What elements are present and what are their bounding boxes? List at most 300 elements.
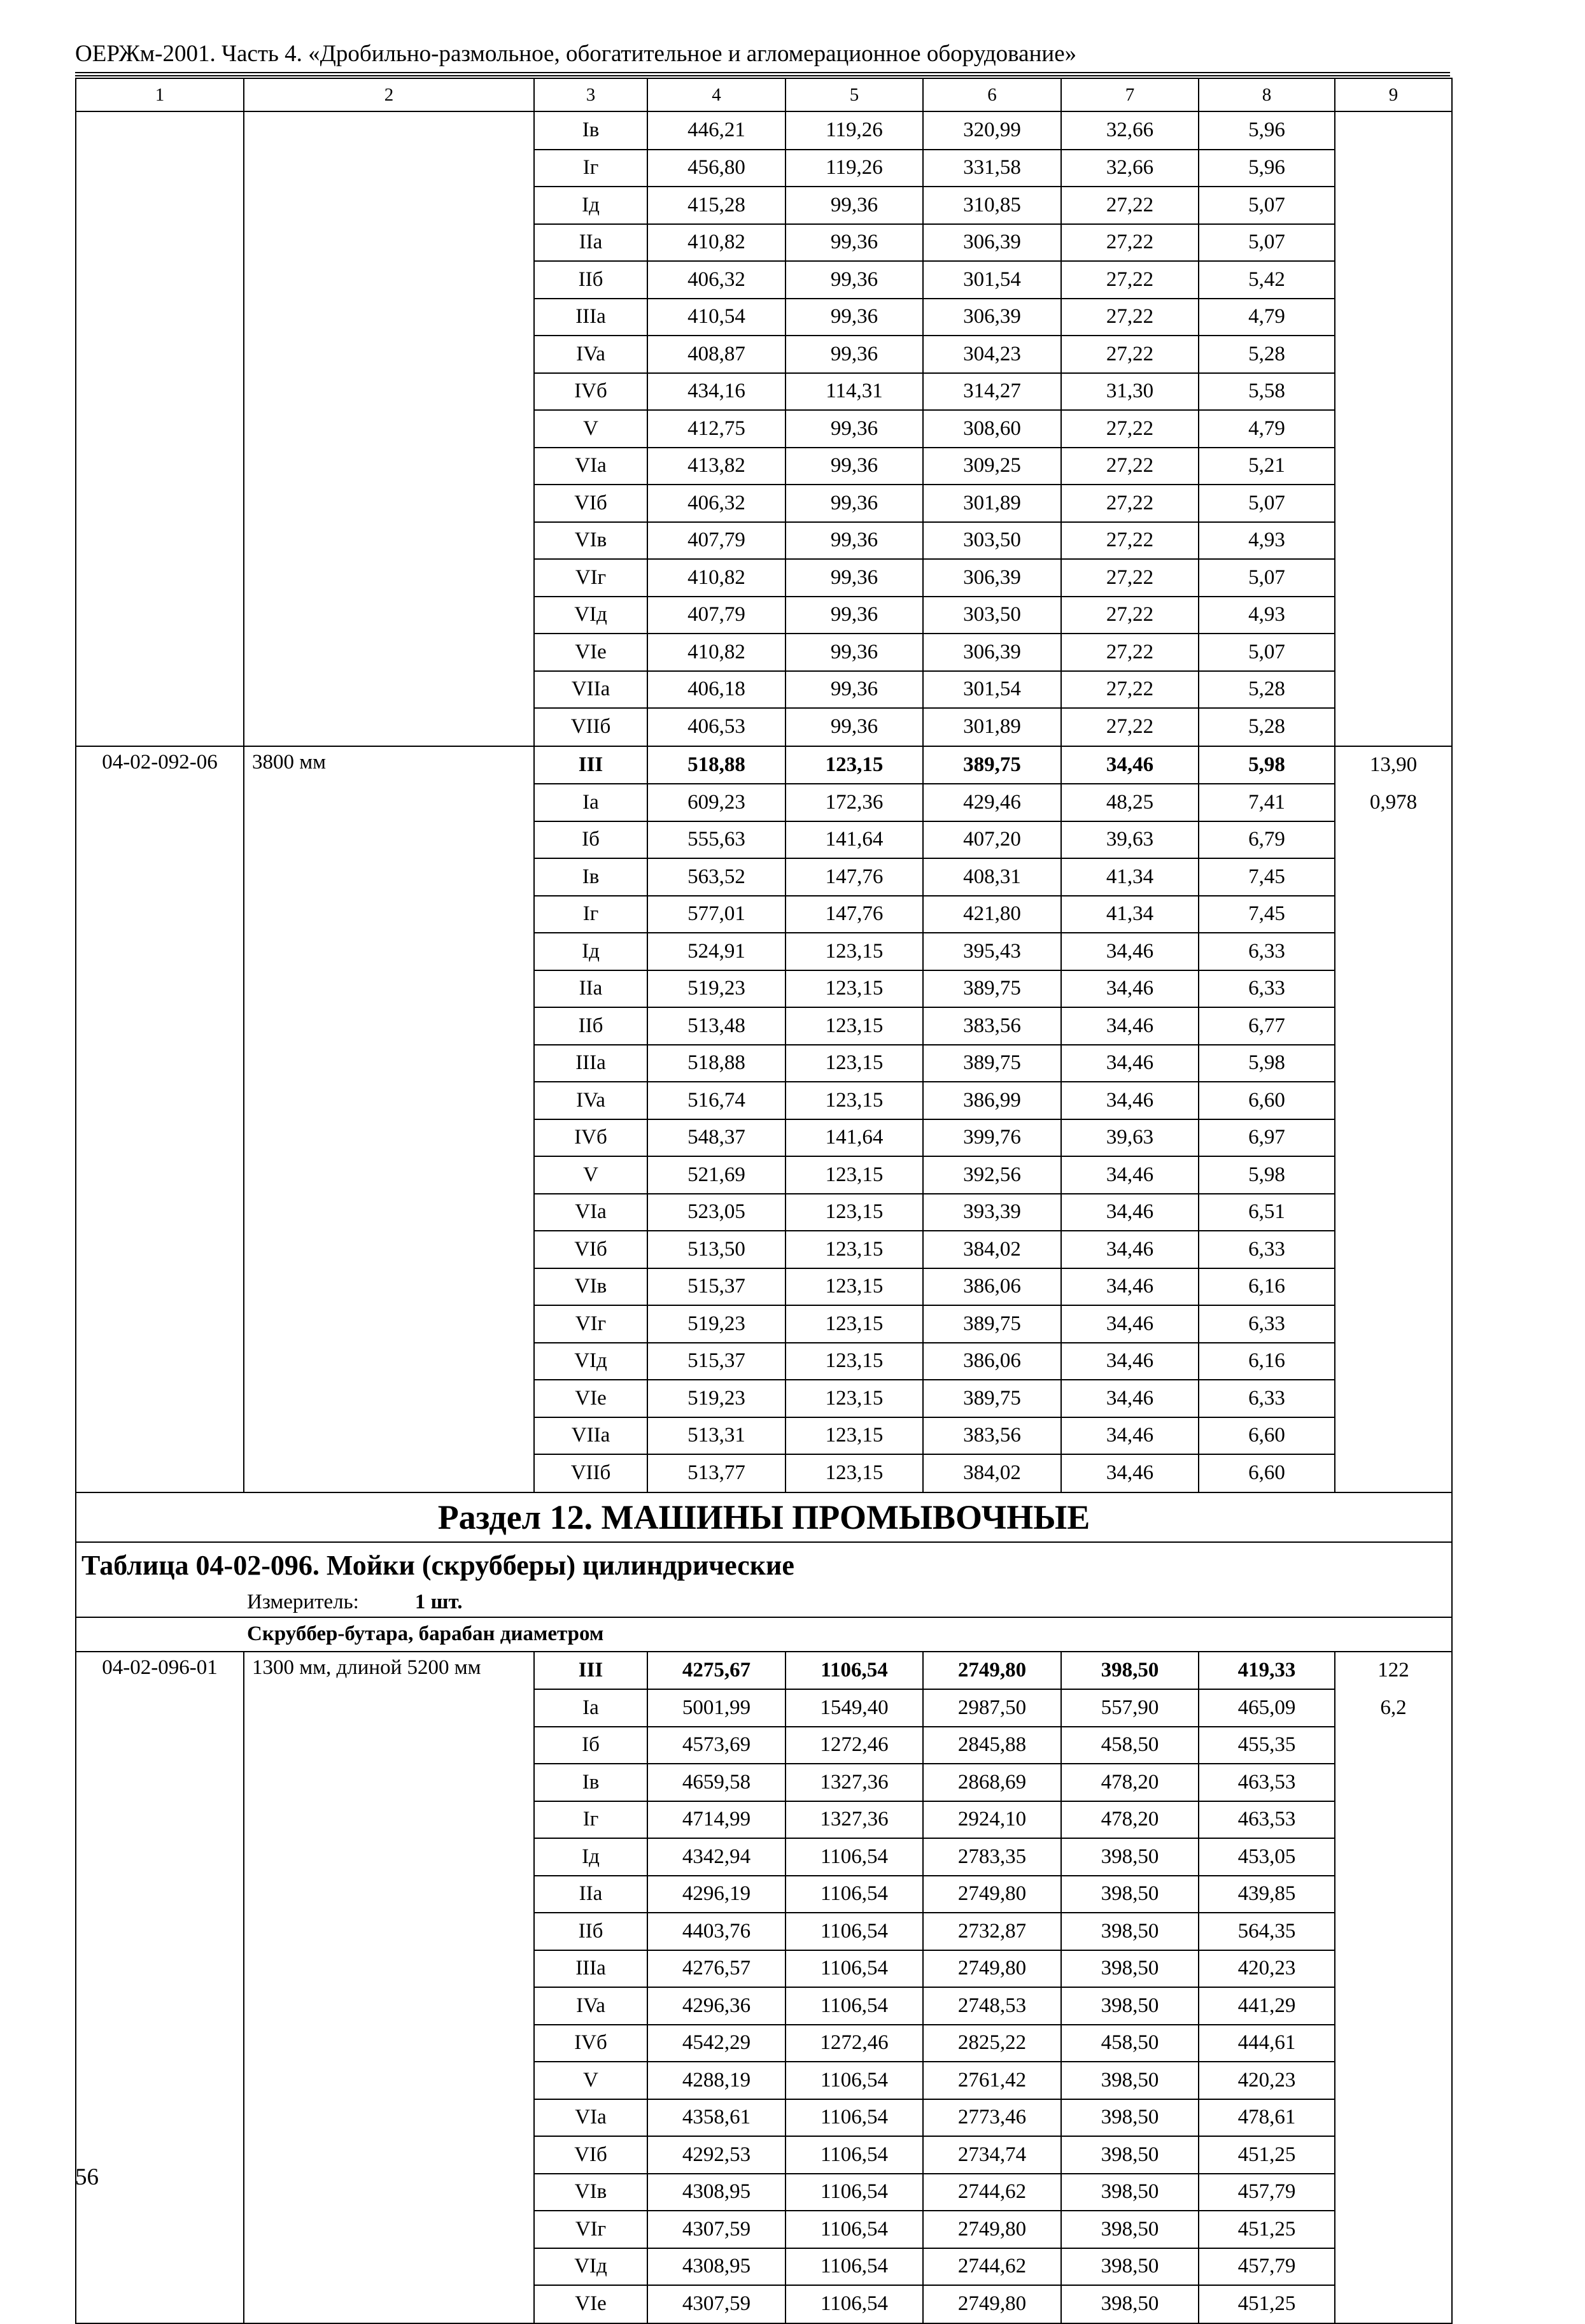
value-cell: 39,63 bbox=[1061, 1119, 1199, 1157]
value-cell: 420,23 bbox=[1199, 1950, 1335, 1988]
value-cell: 463,53 bbox=[1199, 1801, 1335, 1839]
norm-cell bbox=[1335, 1045, 1452, 1082]
code-cell: 04-02-092-06 bbox=[76, 746, 244, 784]
norm-cell bbox=[1335, 1231, 1452, 1268]
name-cell bbox=[244, 373, 534, 411]
value-cell: 2749,80 bbox=[923, 1950, 1061, 1988]
value-cell: 2924,10 bbox=[923, 1801, 1061, 1839]
value-cell: 398,50 bbox=[1061, 2248, 1199, 2286]
name-cell bbox=[244, 2025, 534, 2062]
value-cell: 4573,69 bbox=[647, 1727, 785, 1764]
value-cell: 457,79 bbox=[1199, 2248, 1335, 2286]
value-cell: 451,25 bbox=[1199, 2136, 1335, 2174]
value-cell: 1106,54 bbox=[785, 2136, 923, 2174]
value-cell: 389,75 bbox=[923, 1305, 1061, 1343]
zone-cell: VIб bbox=[534, 2136, 647, 2174]
value-cell: 393,39 bbox=[923, 1194, 1061, 1231]
zone-cell: III bbox=[534, 1652, 647, 1690]
value-cell: 34,46 bbox=[1061, 1194, 1199, 1231]
name-cell bbox=[244, 933, 534, 970]
name-cell bbox=[244, 1764, 534, 1801]
table-row bbox=[76, 1454, 1452, 1492]
value-cell: 34,46 bbox=[1061, 1305, 1199, 1343]
name-cell bbox=[244, 336, 534, 373]
value-cell: 478,61 bbox=[1199, 2099, 1335, 2137]
value-cell: 2773,46 bbox=[923, 2099, 1061, 2137]
code-cell bbox=[76, 224, 244, 262]
code-cell bbox=[76, 522, 244, 560]
value-cell: 6,60 bbox=[1199, 1417, 1335, 1455]
code-cell bbox=[76, 1913, 244, 1950]
value-cell: 1106,54 bbox=[785, 2248, 923, 2286]
code-cell bbox=[76, 671, 244, 709]
value-cell: 34,46 bbox=[1061, 1454, 1199, 1492]
value-cell: 306,39 bbox=[923, 224, 1061, 262]
code-cell bbox=[76, 1343, 244, 1380]
value-cell: 5,42 bbox=[1199, 261, 1335, 299]
value-cell: 458,50 bbox=[1061, 1727, 1199, 1764]
name-cell: 1300 мм, длиной 5200 мм bbox=[244, 1652, 534, 1690]
value-cell: 419,33 bbox=[1199, 1652, 1335, 1690]
value-cell: 395,43 bbox=[923, 933, 1061, 970]
name-cell bbox=[244, 1454, 534, 1492]
norm-cell bbox=[1335, 1838, 1452, 1876]
value-cell: 99,36 bbox=[785, 336, 923, 373]
zone-cell: VIд bbox=[534, 597, 647, 634]
table-row bbox=[76, 1119, 1452, 1157]
table-row bbox=[76, 1764, 1452, 1801]
value-cell: 513,31 bbox=[647, 1417, 785, 1455]
zone-cell: IIIa bbox=[534, 1045, 647, 1082]
value-cell: 99,36 bbox=[785, 410, 923, 448]
zone-cell: Iв bbox=[534, 111, 647, 150]
value-cell: 557,90 bbox=[1061, 1689, 1199, 1727]
value-cell: 123,15 bbox=[785, 1156, 923, 1194]
norm-cell: 6,2 bbox=[1335, 1689, 1452, 1727]
value-cell: 5001,99 bbox=[647, 1689, 785, 1727]
unit-cell bbox=[76, 1589, 1452, 1617]
code-cell bbox=[76, 373, 244, 411]
table-row bbox=[76, 1007, 1452, 1045]
zone-cell: V bbox=[534, 2062, 647, 2099]
value-cell: 1272,46 bbox=[785, 2025, 923, 2062]
value-cell: 7,45 bbox=[1199, 896, 1335, 933]
value-cell: 6,79 bbox=[1199, 821, 1335, 859]
table-row bbox=[76, 970, 1452, 1008]
code-cell bbox=[76, 1231, 244, 1268]
value-cell: 27,22 bbox=[1061, 522, 1199, 560]
zone-cell: Ia bbox=[534, 1689, 647, 1727]
table-row bbox=[76, 1305, 1452, 1343]
value-cell: 119,26 bbox=[785, 111, 923, 150]
unit-row bbox=[76, 1589, 1452, 1617]
value-cell: 141,64 bbox=[785, 1119, 923, 1157]
norm-cell bbox=[1335, 1343, 1452, 1380]
table-row bbox=[76, 1876, 1452, 1913]
name-cell bbox=[244, 1987, 534, 2025]
value-cell: 408,31 bbox=[923, 858, 1061, 896]
value-cell: 2987,50 bbox=[923, 1689, 1061, 1727]
name-cell bbox=[244, 2211, 534, 2248]
zone-cell: Ia bbox=[534, 784, 647, 821]
name-cell bbox=[244, 1380, 534, 1417]
value-cell: 4358,61 bbox=[647, 2099, 785, 2137]
norm-cell bbox=[1335, 485, 1452, 522]
section-row bbox=[76, 1492, 1452, 1542]
value-cell: 27,22 bbox=[1061, 336, 1199, 373]
value-cell: 2761,42 bbox=[923, 2062, 1061, 2099]
code-cell bbox=[76, 1007, 244, 1045]
value-cell: 2748,53 bbox=[923, 1987, 1061, 2025]
table-row bbox=[76, 522, 1452, 560]
value-cell: 513,48 bbox=[647, 1007, 785, 1045]
value-cell: 453,05 bbox=[1199, 1838, 1335, 1876]
zone-cell: IIб bbox=[534, 1913, 647, 1950]
column-number: 1 bbox=[76, 78, 244, 111]
zone-cell: VIa bbox=[534, 1194, 647, 1231]
zone-cell: IVa bbox=[534, 1987, 647, 2025]
norm-cell bbox=[1335, 1764, 1452, 1801]
norm-cell bbox=[1335, 858, 1452, 896]
name-cell bbox=[244, 1801, 534, 1839]
value-cell: 577,01 bbox=[647, 896, 785, 933]
table-row bbox=[76, 746, 1452, 784]
name-cell bbox=[244, 2174, 534, 2211]
value-cell: 5,98 bbox=[1199, 746, 1335, 784]
code-cell bbox=[76, 1764, 244, 1801]
value-cell: 1106,54 bbox=[785, 2174, 923, 2211]
norm-cell bbox=[1335, 522, 1452, 560]
value-cell: 34,46 bbox=[1061, 746, 1199, 784]
page-header-title: ОЕРЖм-2001. Часть 4. «Дробильно-размольное, обогатительное и агломерационное оборудование» bbox=[75, 41, 1077, 67]
value-cell: 386,06 bbox=[923, 1343, 1061, 1380]
value-cell: 1106,54 bbox=[785, 2285, 923, 2323]
value-cell: 6,33 bbox=[1199, 1231, 1335, 1268]
table-row bbox=[76, 485, 1452, 522]
value-cell: 4342,94 bbox=[647, 1838, 785, 1876]
value-cell: 6,33 bbox=[1199, 933, 1335, 970]
table-row bbox=[76, 708, 1452, 746]
value-cell: 2749,80 bbox=[923, 2285, 1061, 2323]
value-cell: 2749,80 bbox=[923, 1876, 1061, 1913]
zone-cell: VIв bbox=[534, 2174, 647, 2211]
unit-label: Измеритель: bbox=[247, 1591, 359, 1613]
value-cell: 34,46 bbox=[1061, 970, 1199, 1008]
value-cell: 386,06 bbox=[923, 1268, 1061, 1306]
code-cell bbox=[76, 261, 244, 299]
value-cell: 301,89 bbox=[923, 485, 1061, 522]
value-cell: 99,36 bbox=[785, 187, 923, 224]
value-cell: 4,93 bbox=[1199, 597, 1335, 634]
value-cell: 463,53 bbox=[1199, 1764, 1335, 1801]
value-cell: 6,51 bbox=[1199, 1194, 1335, 1231]
value-cell: 410,54 bbox=[647, 299, 785, 336]
value-cell: 5,98 bbox=[1199, 1156, 1335, 1194]
value-cell: 4542,29 bbox=[647, 2025, 785, 2062]
value-cell: 406,53 bbox=[647, 708, 785, 746]
name-cell bbox=[244, 1305, 534, 1343]
value-cell: 521,69 bbox=[647, 1156, 785, 1194]
value-cell: 555,63 bbox=[647, 821, 785, 859]
zone-cell: VIб bbox=[534, 485, 647, 522]
name-cell bbox=[244, 1727, 534, 1764]
column-number-row bbox=[76, 78, 1452, 111]
name-cell bbox=[244, 671, 534, 709]
value-cell: 434,16 bbox=[647, 373, 785, 411]
value-cell: 309,25 bbox=[923, 448, 1061, 485]
zone-cell: IIIa bbox=[534, 299, 647, 336]
zone-cell: IVa bbox=[534, 336, 647, 373]
name-cell bbox=[244, 1156, 534, 1194]
code-cell bbox=[76, 1950, 244, 1988]
value-cell: 27,22 bbox=[1061, 187, 1199, 224]
value-cell: 99,36 bbox=[785, 261, 923, 299]
value-cell: 172,36 bbox=[785, 784, 923, 821]
table-row bbox=[76, 1194, 1452, 1231]
norm-cell bbox=[1335, 1082, 1452, 1119]
norm-cell bbox=[1335, 1454, 1452, 1492]
norm-cell bbox=[1335, 2174, 1452, 2211]
value-cell: 99,36 bbox=[785, 448, 923, 485]
name-cell bbox=[244, 1838, 534, 1876]
value-cell: 384,02 bbox=[923, 1454, 1061, 1492]
table-row bbox=[76, 1987, 1452, 2025]
table-row bbox=[76, 896, 1452, 933]
value-cell: 5,07 bbox=[1199, 224, 1335, 262]
zone-cell: VIa bbox=[534, 2099, 647, 2137]
value-cell: 386,99 bbox=[923, 1082, 1061, 1119]
value-cell: 609,23 bbox=[647, 784, 785, 821]
name-cell bbox=[244, 896, 534, 933]
column-number: 7 bbox=[1061, 78, 1199, 111]
value-cell: 123,15 bbox=[785, 933, 923, 970]
code-cell bbox=[76, 150, 244, 187]
norm-cell bbox=[1335, 2099, 1452, 2137]
value-cell: 6,77 bbox=[1199, 1007, 1335, 1045]
norm-cell bbox=[1335, 634, 1452, 671]
value-cell: 301,54 bbox=[923, 261, 1061, 299]
code-cell bbox=[76, 2062, 244, 2099]
norm-cell bbox=[1335, 1417, 1452, 1455]
value-cell: 41,34 bbox=[1061, 896, 1199, 933]
table-row bbox=[76, 559, 1452, 597]
code-cell bbox=[76, 970, 244, 1008]
code-cell bbox=[76, 410, 244, 448]
value-cell: 5,07 bbox=[1199, 485, 1335, 522]
table-row bbox=[76, 1268, 1452, 1306]
value-cell: 123,15 bbox=[785, 1343, 923, 1380]
rates-table bbox=[75, 78, 1453, 2324]
header-rule-bottom bbox=[75, 75, 1450, 76]
zone-cell: Iд bbox=[534, 187, 647, 224]
value-cell: 123,15 bbox=[785, 1231, 923, 1268]
value-cell: 518,88 bbox=[647, 746, 785, 784]
group-heading-row bbox=[76, 1617, 1452, 1652]
page-number: 56 bbox=[75, 2164, 99, 2190]
value-cell: 407,20 bbox=[923, 821, 1061, 859]
value-cell: 123,15 bbox=[785, 1045, 923, 1082]
table-title-row bbox=[76, 1542, 1452, 1589]
table-row bbox=[76, 2025, 1452, 2062]
value-cell: 2744,62 bbox=[923, 2248, 1061, 2286]
value-cell: 5,07 bbox=[1199, 559, 1335, 597]
norm-cell bbox=[1335, 1119, 1452, 1157]
value-cell: 2783,35 bbox=[923, 1838, 1061, 1876]
zone-cell: VIIб bbox=[534, 708, 647, 746]
norm-cell bbox=[1335, 1950, 1452, 1988]
value-cell: 5,28 bbox=[1199, 708, 1335, 746]
norm-cell bbox=[1335, 970, 1452, 1008]
value-cell: 5,28 bbox=[1199, 671, 1335, 709]
value-cell: 398,50 bbox=[1061, 2099, 1199, 2137]
value-cell: 4,79 bbox=[1199, 410, 1335, 448]
value-cell: 2845,88 bbox=[923, 1727, 1061, 1764]
value-cell: 1106,54 bbox=[785, 2211, 923, 2248]
norm-cell bbox=[1335, 821, 1452, 859]
value-cell: 2734,74 bbox=[923, 2136, 1061, 2174]
table-row bbox=[76, 373, 1452, 411]
name-cell bbox=[244, 784, 534, 821]
value-cell: 406,32 bbox=[647, 261, 785, 299]
norm-cell: 0,978 bbox=[1335, 784, 1452, 821]
code-cell bbox=[76, 299, 244, 336]
value-cell: 320,99 bbox=[923, 111, 1061, 150]
code-cell bbox=[76, 708, 244, 746]
code-cell bbox=[76, 896, 244, 933]
name-cell bbox=[244, 410, 534, 448]
value-cell: 123,15 bbox=[785, 1417, 923, 1455]
norm-cell bbox=[1335, 1876, 1452, 1913]
table-row bbox=[76, 2211, 1452, 2248]
zone-cell: IVa bbox=[534, 1082, 647, 1119]
name-cell bbox=[244, 1343, 534, 1380]
norm-cell bbox=[1335, 1305, 1452, 1343]
table-row bbox=[76, 2248, 1452, 2286]
norm-cell: 13,90 bbox=[1335, 746, 1452, 784]
table-row bbox=[76, 1343, 1452, 1380]
name-cell bbox=[244, 2136, 534, 2174]
code-cell bbox=[76, 1156, 244, 1194]
value-cell: 5,96 bbox=[1199, 111, 1335, 150]
value-cell: 48,25 bbox=[1061, 784, 1199, 821]
code-cell bbox=[76, 1417, 244, 1455]
value-cell: 123,15 bbox=[785, 1454, 923, 1492]
zone-cell: VIд bbox=[534, 2248, 647, 2286]
value-cell: 5,21 bbox=[1199, 448, 1335, 485]
unit-value: 1 шт. bbox=[414, 1591, 463, 1613]
table-row bbox=[76, 1231, 1452, 1268]
value-cell: 6,97 bbox=[1199, 1119, 1335, 1157]
value-cell: 413,82 bbox=[647, 448, 785, 485]
value-cell: 34,46 bbox=[1061, 933, 1199, 970]
value-cell: 99,36 bbox=[785, 559, 923, 597]
table-row bbox=[76, 2174, 1452, 2211]
value-cell: 516,74 bbox=[647, 1082, 785, 1119]
value-cell: 27,22 bbox=[1061, 261, 1199, 299]
value-cell: 398,50 bbox=[1061, 2285, 1199, 2323]
value-cell: 34,46 bbox=[1061, 1268, 1199, 1306]
value-cell: 27,22 bbox=[1061, 299, 1199, 336]
value-cell: 306,39 bbox=[923, 559, 1061, 597]
zone-cell: VIг bbox=[534, 559, 647, 597]
zone-cell: IVб bbox=[534, 373, 647, 411]
value-cell: 407,79 bbox=[647, 522, 785, 560]
value-cell: 1327,36 bbox=[785, 1764, 923, 1801]
norm-cell bbox=[1335, 1987, 1452, 2025]
value-cell: 4275,67 bbox=[647, 1652, 785, 1690]
value-cell: 406,18 bbox=[647, 671, 785, 709]
code-cell bbox=[76, 559, 244, 597]
zone-cell: VIe bbox=[534, 2285, 647, 2323]
zone-cell: VIIa bbox=[534, 1417, 647, 1455]
table-row bbox=[76, 2136, 1452, 2174]
name-cell bbox=[244, 634, 534, 671]
value-cell: 408,87 bbox=[647, 336, 785, 373]
zone-cell: Iв bbox=[534, 1764, 647, 1801]
table-row bbox=[76, 1913, 1452, 1950]
norm-cell bbox=[1335, 559, 1452, 597]
norm-cell bbox=[1335, 1268, 1452, 1306]
zone-cell: VIб bbox=[534, 1231, 647, 1268]
value-cell: 4,93 bbox=[1199, 522, 1335, 560]
name-cell bbox=[244, 858, 534, 896]
value-cell: 147,76 bbox=[785, 858, 923, 896]
value-cell: 27,22 bbox=[1061, 708, 1199, 746]
value-cell: 4,79 bbox=[1199, 299, 1335, 336]
column-number: 5 bbox=[785, 78, 923, 111]
zone-cell: Iг bbox=[534, 896, 647, 933]
table-row bbox=[76, 448, 1452, 485]
norm-cell bbox=[1335, 373, 1452, 411]
code-cell bbox=[76, 1801, 244, 1839]
norm-cell bbox=[1335, 2211, 1452, 2248]
value-cell: 34,46 bbox=[1061, 1007, 1199, 1045]
zone-cell: VIa bbox=[534, 448, 647, 485]
norm-cell bbox=[1335, 111, 1452, 150]
value-cell: 32,66 bbox=[1061, 150, 1199, 187]
value-cell: 410,82 bbox=[647, 634, 785, 671]
value-cell: 4307,59 bbox=[647, 2211, 785, 2248]
name-cell bbox=[244, 224, 534, 262]
norm-cell bbox=[1335, 933, 1452, 970]
value-cell: 415,28 bbox=[647, 187, 785, 224]
group-heading-cell bbox=[76, 1617, 1452, 1652]
value-cell: 406,32 bbox=[647, 485, 785, 522]
value-cell: 439,85 bbox=[1199, 1876, 1335, 1913]
section-title: Раздел 12. МАШИНЫ ПРОМЫВОЧНЫЕ bbox=[76, 1492, 1452, 1542]
name-cell bbox=[244, 522, 534, 560]
name-cell bbox=[244, 559, 534, 597]
column-number: 2 bbox=[244, 78, 534, 111]
value-cell: 27,22 bbox=[1061, 410, 1199, 448]
value-cell: 114,31 bbox=[785, 373, 923, 411]
value-cell: 398,50 bbox=[1061, 1838, 1199, 1876]
value-cell: 444,61 bbox=[1199, 2025, 1335, 2062]
value-cell: 303,50 bbox=[923, 597, 1061, 634]
name-cell bbox=[244, 1119, 534, 1157]
value-cell: 301,54 bbox=[923, 671, 1061, 709]
norm-cell bbox=[1335, 1194, 1452, 1231]
zone-cell: Iб bbox=[534, 1727, 647, 1764]
value-cell: 458,50 bbox=[1061, 2025, 1199, 2062]
value-cell: 99,36 bbox=[785, 522, 923, 560]
value-cell: 407,79 bbox=[647, 597, 785, 634]
code-cell bbox=[76, 2136, 244, 2174]
value-cell: 4308,95 bbox=[647, 2174, 785, 2211]
value-cell: 119,26 bbox=[785, 150, 923, 187]
value-cell: 5,07 bbox=[1199, 634, 1335, 671]
name-cell bbox=[244, 1268, 534, 1306]
